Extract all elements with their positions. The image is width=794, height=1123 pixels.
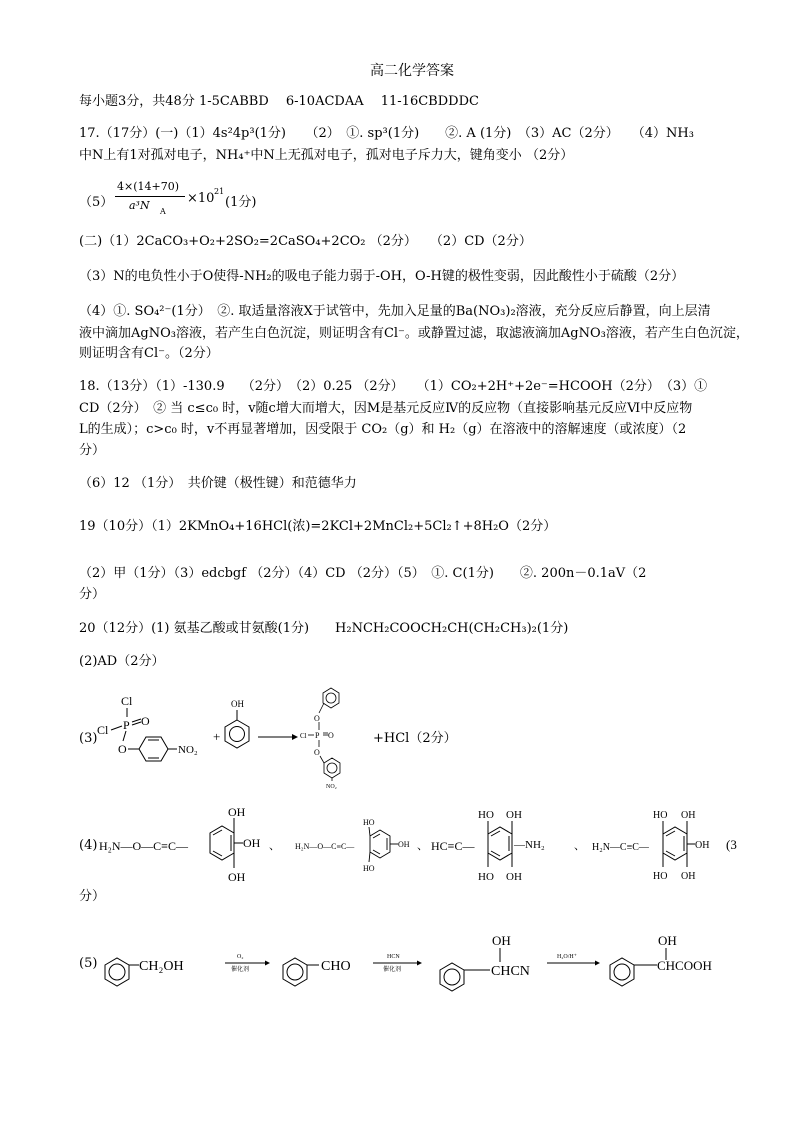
fraction-tail: ×10 — [187, 191, 215, 206]
s4a-prefix: H₂N—O—C≡C— — [99, 839, 188, 853]
r3-cl-top: Cl — [121, 694, 133, 708]
phenol-ring-icon — [225, 720, 249, 748]
r3-p: P — [123, 718, 130, 732]
q20-part4-structures — [95, 805, 755, 885]
r3-o-ester: O — [118, 742, 127, 756]
q17-line4: (二)（1）2CaCO₃+O₂+2SO₂=2CaSO₄+2CO₂ （2分） （2）CD（2分） — [79, 234, 532, 249]
s5-m2: CHO — [321, 959, 351, 974]
q20-line2: (2)AD（2分） — [79, 654, 165, 669]
q20-part3-reaction — [95, 685, 395, 790]
product-p: P — [315, 731, 320, 740]
s5-a2-bot: 催化剂 — [383, 967, 402, 973]
product-o-bottom: O — [314, 748, 320, 757]
q18-line5: （6）12 （1分） 共价键（极性键）和范德华力 — [79, 476, 357, 491]
product-nitrophenyl-ring-icon — [324, 758, 340, 778]
s4d-oh-top: OH — [681, 810, 696, 821]
q20-part3-label: (3) — [79, 731, 98, 746]
multiple-choice-answers: 每小题3分，共48分 1-5CABBD 6-10ACDAA 11-16CBDDDC — [79, 94, 479, 109]
s4d-ho-bottom: HO — [653, 871, 668, 882]
s4-score-start: (3 — [726, 837, 737, 852]
s4d-ring-icon — [663, 827, 687, 860]
q18-line3: L的生成）；c>c₀ 时，v不再显著增加，因受限于 CO₂（g）和 H₂（g）在溶液中的溶解速度（或浓度）（2 — [79, 422, 687, 437]
q20-line1: 20（12分）(1) 氨基乙酸或甘氨酸(1分) H₂NCH₂COOCH₂CH(CH₂CH₃)₂(1分) — [79, 621, 569, 636]
fraction-numerator: 4×(14+70) — [117, 180, 180, 193]
r3-cl-left: Cl — [97, 723, 109, 737]
s4a-oh-mid: OH — [243, 836, 261, 850]
s5-m4: CHCOOH — [657, 958, 712, 973]
s5-a1-top: O₂ — [237, 954, 244, 960]
q17-line8: 则证明含有Cl⁻。（2分） — [79, 346, 219, 361]
q19-line2: （2）甲（1分）（3）edcbgf （2分）（4）CD （2分）（5） ①. C(1分) ②. 200n－0.1aV（2 — [79, 566, 647, 581]
fraction-denominator: a³N — [129, 199, 150, 212]
s5-m1: CH₂OH — [139, 959, 184, 974]
s4d-oh-bottom: OH — [681, 871, 696, 882]
q20-part4-label: (4) — [79, 838, 98, 853]
s4b-ho-bottom: HO — [363, 864, 375, 873]
s5-a1-bot: 催化剂 — [231, 967, 250, 973]
q18-line4: 分） — [79, 443, 106, 458]
q17-part5-label: （5） — [79, 195, 114, 210]
q17-line2: 中N上有1对孤对电子，NH₄⁺中N上无孤对电子，孤对电子斥力大，键角变小 （2分） — [79, 148, 574, 163]
r3-no2: NO₂ — [178, 744, 198, 756]
s4c-oh-bottom: OH — [506, 871, 522, 883]
product-o-top: O — [314, 714, 320, 723]
product-o-double: O — [328, 731, 334, 740]
product-cl: Cl — [300, 732, 307, 740]
s4-sep3: 、 — [574, 840, 585, 852]
r3-o-double: O — [141, 714, 150, 728]
q18-line1: 18.（13分）（1）-130.9 （2分） （2）0.25 （2分） （1）CO₂+2H⁺+2e⁻=HCOOH（2分） （3）① — [79, 379, 708, 394]
q17-line1: 17.（17分）(一)（1）4s²4p³(1分) （2） ①. sp³(1分) ②. A (1分) （3）AC（2分） （4）NH₃ — [79, 126, 694, 141]
s4c-prefix: HC≡C— — [431, 839, 475, 853]
s5-a2-top: HCN — [387, 954, 400, 960]
page-title: 高二化学答案 — [370, 63, 454, 79]
product-no2: NO₂ — [326, 784, 337, 790]
s5-a3-top: H₂O/H⁺ — [557, 954, 577, 960]
q20-part5-route — [95, 925, 755, 995]
s4a-oh-top: OH — [228, 805, 246, 819]
s4c-ho-bottom: HO — [478, 871, 494, 883]
product-phenyl-ring-icon — [323, 688, 339, 708]
s4d-oh-mid: OH — [695, 840, 710, 851]
s4-score-end: 分） — [79, 889, 106, 904]
q20-part5-label: (5) — [79, 956, 98, 971]
s5-m3-oh: OH — [492, 933, 511, 948]
fraction-denominator-sub: A — [160, 207, 166, 216]
s4-sep1: 、 — [269, 840, 280, 852]
benzene-ring-icon — [139, 737, 168, 761]
s5-m3: CHCN — [491, 964, 530, 979]
q20-part3-tail: +HCl（2分） — [373, 731, 457, 746]
s4d-prefix: H₂N—C≡C— — [592, 842, 649, 853]
q17-part5 — [79, 180, 279, 220]
r3-plus: + — [213, 729, 221, 744]
r3-oh: OH — [231, 699, 244, 709]
s4d-ho-top: HO — [653, 810, 668, 821]
fraction-bar — [115, 196, 185, 197]
s5-m4-oh: OH — [658, 933, 677, 948]
s4c-ho-top: HO — [478, 809, 494, 821]
s4a-ring-icon — [210, 826, 234, 860]
s4b-prefix: H₂N—O—C≡C— — [295, 842, 355, 851]
s4a-oh-bottom: OH — [228, 870, 246, 884]
s4b-oh: OH — [398, 840, 410, 849]
q18-line2: CD（2分） ② 当 c≤c₀ 时，v随c增大而增大，因M是基元反应Ⅳ的反应物（直接影响基元反应Ⅵ中反应物 — [79, 401, 693, 416]
fraction-score: (1分) — [225, 195, 257, 210]
q17-line5: （3）N的电负性小于O使得-NH₂的吸电子能力弱于-OH，O-H键的极性变弱，因此酸性小于硫酸（2分） — [79, 269, 685, 284]
s4c-nh2: —NH₂ — [514, 839, 545, 851]
q19-line1: 19（10分）（1）2KMnO₄+16HCl(浓)=2KCl+2MnCl₂+5Cl₂↑+8H₂O（2分） — [79, 519, 557, 534]
s4c-oh-top: OH — [506, 809, 522, 821]
fraction-exponent: 21 — [214, 187, 225, 196]
s4-sep2: 、 — [417, 840, 428, 852]
q19-line3: 分） — [79, 587, 106, 602]
q17-line6: （4）①. SO₄²⁻(1分） ②. 取适量溶液X于试管中，先加入足量的Ba(NO₃)₂溶液，充分反应后静置，向上层清 — [79, 304, 711, 319]
q17-line7: 液中滴加AgNO₃溶液，若产生白色沉淀，则证明含有Cl⁻。或静置过滤，取滤液滴加AgNO₃溶液，若产生白色沉淀， — [79, 326, 749, 341]
s4b-ho-top: HO — [363, 818, 375, 827]
s4c-ring-icon — [488, 827, 512, 860]
